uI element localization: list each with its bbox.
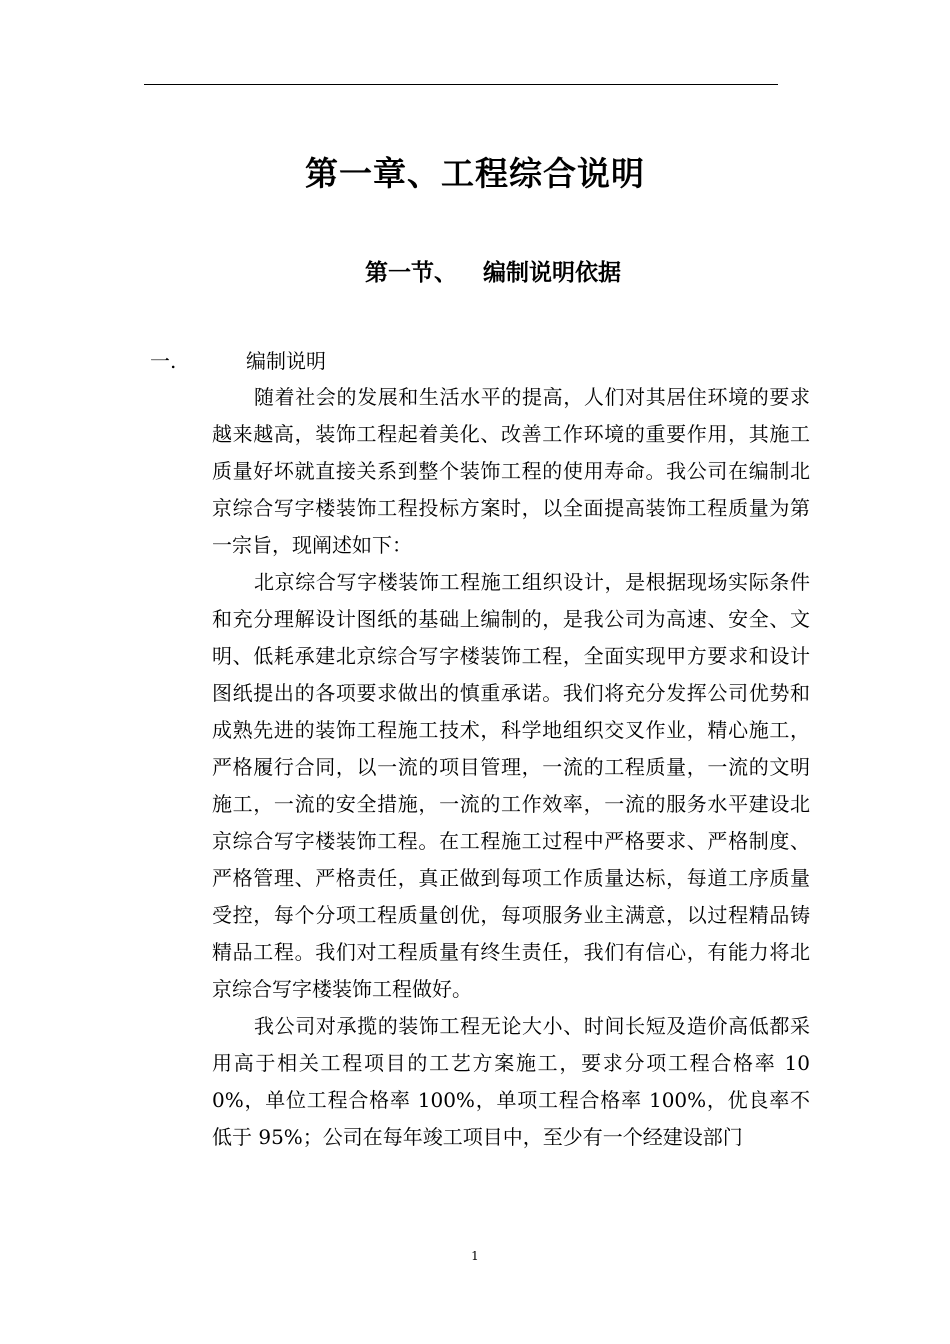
paragraph-2: 北京综合写字楼装饰工程施工组织设计，是根据现场实际条件和充分理解设计图纸的基础上编制的，是我公司为高速、安全、文明、低耗承建北京综合写字楼装饰工程，全面实现甲方要求和设计图纸提出的各项要求做出的慎重承诺。我们将充分发挥公司优势和成熟先进的装饰工程施工技术，科学地组织交叉作业，精心施工，严格履行合同，以一流的项目管理，一流的工程质量，一流的文明施工，一流的安全措施，一流的工作效率，一流的服务水平建设北京综合写字楼装饰工程。在工程施工过程中严格要求、严格制度、严格管理、严格责任，真正做到每项工作质量达标，每道工序质量受控，每个分项工程质量创优，每项服务业主满意，以过程精品铸精品工程。我们对工程质量有终生责任，我们有信心，有能力将北京综合写字楼装饰工程做好。 xyxy=(212,570,810,1001)
body-text xyxy=(212,379,810,1156)
paragraph-1: 随着社会的发展和生活水平的提高，人们对其居住环境的要求越来越高，装饰工程起着美化、改善工作环境的重要作用，其施工质量好坏就直接关系到整个装饰工程的使用寿命。我公司在编制北京综合写字楼装饰工程投标方案时，以全面提高装饰工程质量为第一宗旨，现阐述如下： xyxy=(212,385,810,557)
section-title: 编制说明依据 xyxy=(483,260,621,286)
chapter-title: 第一章、工程综合说明 xyxy=(305,154,645,193)
page-number: 1 xyxy=(471,1249,479,1263)
subsection-title: 编制说明 xyxy=(246,349,326,373)
header-rule xyxy=(144,84,778,85)
subsection-number: 一. xyxy=(150,349,177,373)
subsection-heading xyxy=(0,344,950,378)
paragraph-3: 我公司对承揽的装饰工程无论大小、时间长短及造价高低都采用高于相关工程项目的工艺方案施工，要求分项工程合格率 100%，单位工程合格率 100%，单项工程合格率 100%，优良率不低于 95%；公司在每年竣工项目中，至少有一个经建设部门 xyxy=(212,1014,810,1149)
section-number: 第一节、 xyxy=(365,260,457,286)
section-heading xyxy=(0,256,950,290)
